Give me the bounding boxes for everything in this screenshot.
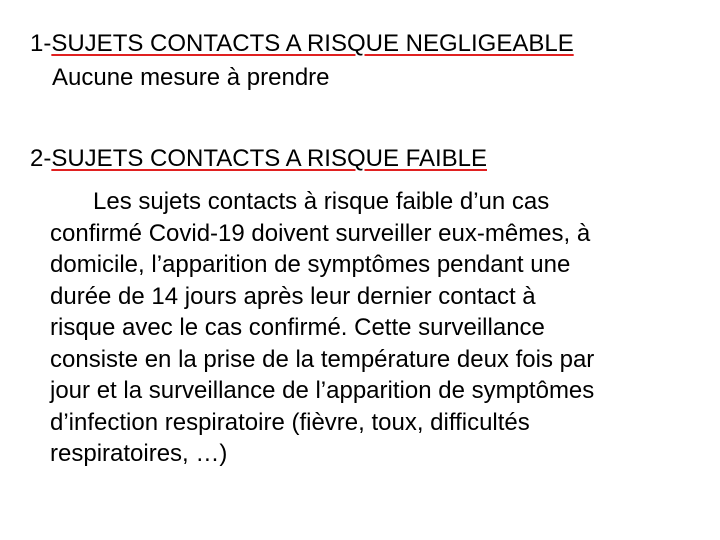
paragraph-line: risque avec le cas confirmé. Cette surveillance xyxy=(50,314,545,341)
section-1-title: SUJETS CONTACTS A RISQUE NEGLIGEABLE xyxy=(51,30,574,57)
section-1-number: 1- xyxy=(30,30,52,57)
paragraph-line: respiratoires, …) xyxy=(50,440,228,467)
section-2-number: 2- xyxy=(30,145,52,172)
section-1-text: Aucune mesure à prendre xyxy=(52,64,330,91)
section-2-paragraph xyxy=(50,186,700,470)
section-2-title: SUJETS CONTACTS A RISQUE FAIBLE xyxy=(51,145,487,172)
paragraph-line: d’infection respiratoire (fièvre, toux, difficultés xyxy=(50,408,530,436)
paragraph-line: domicile, l’apparition de symptômes pendant une xyxy=(50,251,571,278)
section-2-heading xyxy=(30,145,487,173)
paragraph-line: durée de 14 jours après leur dernier contact à xyxy=(50,282,536,310)
paragraph-line: consiste en la prise de la température deux fois par xyxy=(50,345,595,373)
section-1-heading xyxy=(30,30,574,58)
paragraph-line: jour et la surveillance de l’apparition de symptômes xyxy=(50,377,595,404)
paragraph-line: confirmé Covid-19 doivent surveiller eux-mêmes, à xyxy=(50,219,591,247)
paragraph-line: Les sujets contacts à risque faible d’un cas xyxy=(93,188,550,215)
